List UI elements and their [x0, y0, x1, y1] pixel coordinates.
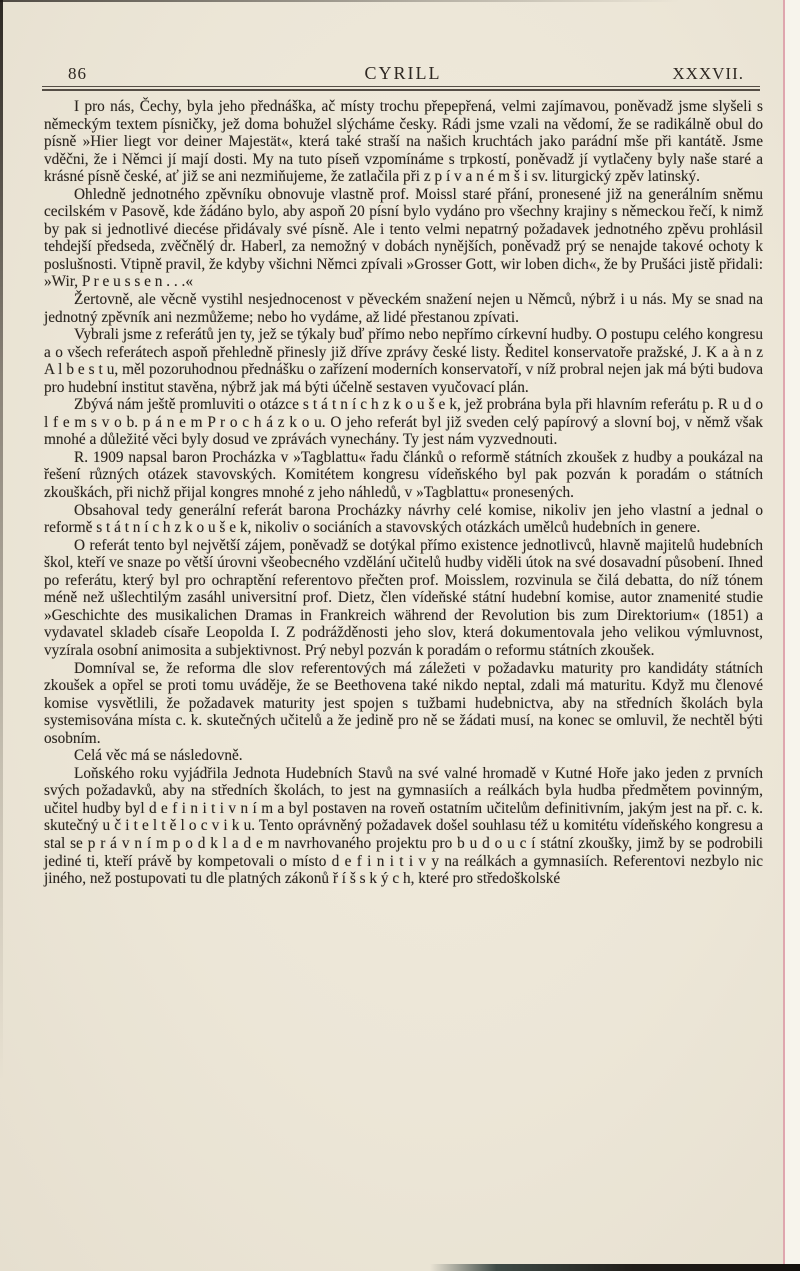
scan-edge-left [0, 0, 3, 1271]
journal-title: CYRILL [364, 63, 442, 83]
scan-edge-top [0, 0, 800, 2]
paragraph: Žertovně, ale věcně vystihl nesjednocenost v pěveckém snažení nejen u Němců, nýbrž i u nás. My se snad na jednotný zpěvník ani nezmůžeme; nebo ho vydáme, až lidé přestanou zpívati. [44, 291, 763, 326]
paragraph: Zbývá nám ještě promluviti o otázce s t á t n í c h z k o u š e k, jež probrána byla při hlavním referátu p. R u d o l f e m s v o b. p á n e m P r o c h á z k o u. O jeho referát byl již sveden celý papírový a slovní boj, v němž však mnohé a důležité věci byly dosud ve zprávách vynechány. Ty jest nám vyzvednouti. [44, 396, 763, 449]
paragraph: Celá věc má se následovně. [74, 747, 243, 765]
paragraph: Domníval se, že reforma dle slov referentových má záležeti v požadavku maturity pro kandidáty státních zkoušek a opřel se proti tomu uváděje, že se Beethovena také nikdo neptal, zdali má maturitu. Když mu členové komise vysvětlili, že požadavek maturity jest spojen s tužbami hudebnictva, aby na středních školách byla systemisována místa c. k. skutečných učitelů a že jedině pro ně se žádati musí, na konec se omluvil, že nechtěl býti osobním. [44, 659, 763, 747]
article-text [44, 98, 763, 888]
page-number: 86 [68, 64, 87, 83]
paragraph: Obsahoval tedy generální referát barona Procházky návrhy celé komise, nikoliv jen jeho vlastní a jednal o reformě s t á t n í c h z k o u š e k, nikoliv o sociáních a stavovských otázkách umělců hudebních in genere. [44, 501, 763, 537]
page-header [44, 60, 762, 86]
scan-edge-bottom [430, 1264, 800, 1271]
paragraph: Loňského roku vyjádřila Jednota Hudebních Stavů na své valné hromadě v Kutné Hoře jako jeden z prvních svých požadavků, aby na středních školách, to jest na gymnasiích a reálkách byla hudba předmětem povinným, učitel hudby byl d e f i n i t i v n í m a byl postaven na roveň ostatním učitelům definitivním, jakým jest na př. c. k. skutečný u č i t e l t ě l o c v i k u. Tento oprávněný požadavek došel souhlasu též u komitétu vídeňského kongresu a stal se p r á v n í m p o d k l a d e m navrhovaného projektu pro b u d o u c í státní zkoušky, jimž by se podrobili jediné ti, kteří právě by kompetovali o místo d e f i n i t i v y na reálkách a gymnasiích. Referentovi nezbylo nic jiného, než postupovati tu dle platných zákonů ř í š s k ý c h, které pro středoškolské [44, 764, 763, 888]
paragraph: R. 1909 napsal baron Procházka v »Tagblattu« řadu článků o reformě státních zkoušek z hudby a poukázal na řešení různých otázek stavovských. Komitétem kongresu vídeňského byl pak pozván k poradám o státních zkouškách, při nichž přijal kongres mnohé z jeho náhledů, v »Tagblattu« pronesených. [44, 448, 763, 502]
paragraph: I pro nás, Čechy, byla jeho přednáška, ač místy trochu přepepřená, velmi zajímavou, poněvadž jsme slyšeli s německým textem písničky, jež doma bohužel slýcháme česky. Rádi jsme vzali na vědomí, že se radikálně obul do písně »Hier liegt vor deiner Majestät«, která také straší na našich kruchtách jako parádní mše při kantátě. Jsme vděčni, že i Němci jí mají dosti. My na tuto píseň vzpomínáme s trpkostí, poněvadž jí vytlačeny byly naše staré a krásné písně české, ať již se ani nezmiňujeme, že zatlačila při z p í v a n é m š i sv. liturgický zpěv latinský. [44, 98, 763, 186]
header-rule [42, 86, 760, 91]
volume-number: XXXVII. [672, 64, 744, 83]
paragraph: Ohledně jednotného zpěvníku obnovuje vlastně prof. Moissl staré přání, pronesené již na generálním sněmu cecilském v Pasově, kde žádáno bylo, aby aspoň 20 písní bylo vydáno pro všechny krajiny s německou řečí, k nimž by pak si jednotlivé diecése přidávaly své písně. Ale i tento velmi nepatrný požadavek jednotného zpěvu prohlásil tehdejší předseda, zvěčnělý dr. Haberl, za nemožný v dobách nynějších, poněvadž prý se nenajde takové ochoty k poslušnosti. Vtipně pravil, že kdyby všichni Němci zpívali »Grosser Gott, wir loben dich«, že by Prušáci jistě přidali: »Wir, P r e u s s e n . . .« [44, 185, 763, 291]
scan-edge-right [783, 0, 800, 1271]
paragraph: O referát tento byl největší zájem, poněvadž se dotýkal přímo existence jednotlivců, hlavně majitelů hudebních škol, kteří ve snaze po větší úrovni všeobecného vzdělání učitelů hudby viděli útok na své dosavadní působení. Ihned po referátu, který byl pro ochraptění referentovo přečten prof. Moisslem, rozvinula se čilá debatta, do níž tónem méně než ušlechtilým zasáhl universitní prof. Dietz, člen vídeňské státní hudební komise, autor znamenité studie »Geschichte des musikalichen Dramas in Frankreich während der Revolution bis zum Direktorium« (1851) a vydavatel skladeb císaře Leopolda I. Z podrážděnosti jeho slov, která dokumentovala jeho velikou výmluvnost, vyzírala osobní animosita a subjektivnost. Prý nebyl pozván k poradám o reformu státních zkoušek. [44, 536, 763, 659]
paragraph: Vybrali jsme z referátů jen ty, jež se týkaly buď přímo nebo nepřímo církevní hudby. O postupu celého kongresu a o všech referátech aspoň přehledně přinesly již dříve zprávy české listy. Ředitel konservatoře pražské, J. K a à n z A l b e s t u, měl pozoruhodnou přednášku o zařízení moderních konservatoří, v níž probral nejen jak má býti budova pro hudební institut stavěna, nýbrž jak má býti účelně sestaven vyučovací plán. [44, 326, 763, 396]
